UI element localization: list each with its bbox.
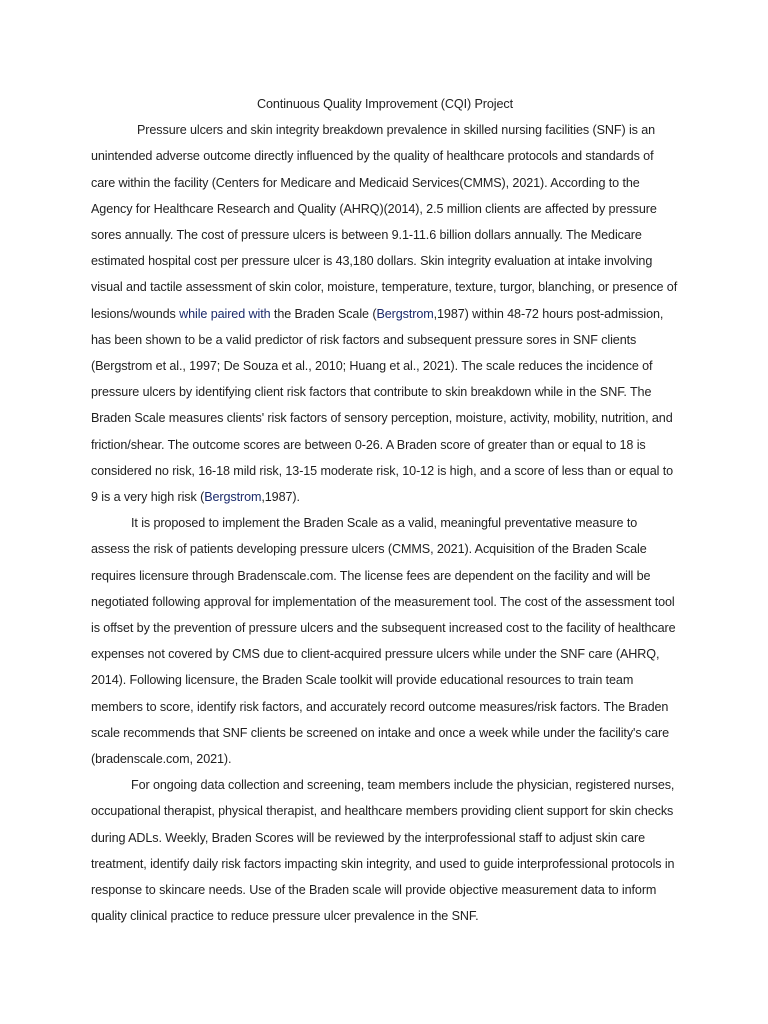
paragraph-1-text-a: Pressure ulcers and skin integrity breakdown prevalence in skilled nursing facilities (SNF) is an unintended adverse outcome directly influenced by the quality of healthcare protocols and standards of care within the facility (Centers for Medicare and Medicaid Services(CMMS), 2021). According to the Agency for Healthcare Research and Quality (AHRQ)(2014), 2.5 million clients are affected by pressure sores annually. The cost of pressure ulcers is between 9.1-11.6 billion dollars annually. The Medicare estimated hospital cost per pressure ulcer is 43,180 dollars. Skin integrity evaluation at intake involving visual and tactile assessment of skin color, moisture, temperature, texture, turgor, blanching, or presence of lesions/wounds (91, 123, 678, 321)
paragraph-3: For ongoing data collection and screening, team members include the physician, registered nurses, occupational therapist, physical therapist, and healthcare members providing client support for skin checks during ADLs. Weekly, Braden Scores will be reviewed by the interprofessional staff to adjust skin care treatment, identify daily risk factors impacting skin integrity, and used to guide interprofessional protocols in response to skincare needs. Use of the Braden scale will provide objective measurement data to inform quality clinical practice to reduce pressure ulcer prevalence in the SNF. (91, 778, 675, 924)
paragraph-1-citation-author-1: Bergstrom (376, 306, 434, 321)
paragraph-1-highlight-phrase: while paired with (179, 306, 271, 321)
paragraph-1-text-d: ,1987). (261, 490, 300, 505)
paragraph-1-citation-author-2: Bergstrom (204, 490, 262, 505)
paragraph-2: It is proposed to implement the Braden Scale as a valid, meaningful preventative measure to assess the risk of patients developing pressure ulcers (CMMS, 2021). Acquisition of the Braden Scale requires licensure through Bradenscale.com. The license fees are dependent on the facility and will be negotiated following approval for implementation of the measurement tool. The cost of the assessment tool is offset by the prevention of pressure ulcers and the subsequent increased cost to the facility of healthcare expenses not covered by CMS due to client-acquired pressure ulcers while under the SNF care (AHRQ, 2014). Following licensure, the Braden Scale toolkit will provide educational resources to train team members to score, identify risk factors, and accurately record outcome measures/risk factors. The Braden scale recommends that SNF clients be screened on intake and once a week while under the facility's care (bradenscale.com, 2021). (91, 516, 676, 767)
paragraph-1-text-b: the Braden Scale ( (270, 306, 377, 321)
paragraph-1 (91, 117, 679, 510)
document-body (91, 91, 679, 930)
paragraph-1-text-c: ,1987) within 48-72 hours post-admission, has been shown to be a valid predictor of risk factors and subsequent pressure sores in SNF clients (Bergstrom et al., 1997; De Souza et al., 2010; Huang et al., 2021). The scale reduces the incidence of pressure ulcers by identifying client risk factors that contribute to skin breakdown while in the SNF. The Braden Scale measures clients' risk factors of sensory perception, moisture, activity, mobility, nutrition, and friction/shear. The outcome scores are between 0-26. A Braden score of greater than or equal to 18 is considered no risk, 16-18 mild risk, 13-15 moderate risk, 10-12 is high, and a score of less than or equal to 9 is a very high risk ( (91, 306, 674, 505)
document-title: Continuous Quality Improvement (CQI) Project (257, 97, 513, 111)
